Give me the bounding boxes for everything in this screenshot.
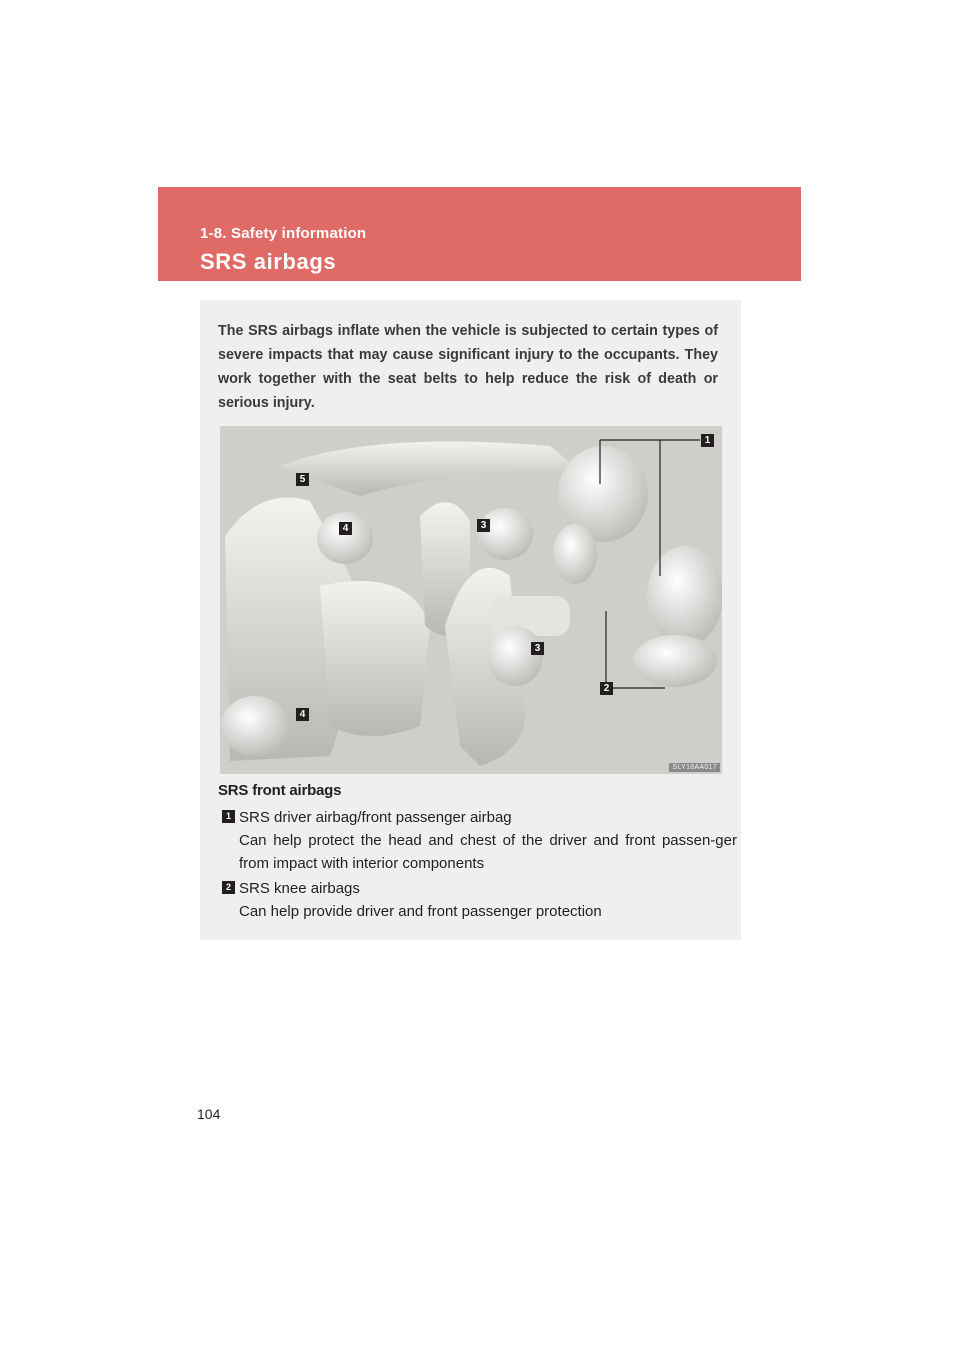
item-description: Can help provide driver and front passenger protection [239,903,602,920]
list-item [222,806,737,876]
driver-airbag [553,524,597,584]
callout-3-lower: 3 [531,642,544,655]
callout-2: 2 [600,682,613,695]
item-marker-2: 2 [222,881,235,894]
item-title: SRS driver airbag/front passenger airbag [239,809,512,826]
side-airbag-near [221,696,289,756]
side-airbag-rear [317,512,373,564]
callout-4-upper: 4 [339,522,352,535]
item-description: Can help protect the head and chest of the driver and front passen-ger from impact with interior components [239,832,737,872]
content-box [200,300,741,940]
knee-airbag [633,635,717,687]
figure-code: SLY18AA017 [669,763,720,772]
intro-paragraph: The SRS airbags inflate when the vehicle is subjected to certain types of severe impacts that may cause significant injury to the occupants. They work together with the seat belts to help reduce the risk of death or serious injury. [218,323,718,411]
side-airbag-seat [487,626,543,686]
item-title: SRS knee airbags [239,880,360,897]
header-band [158,187,801,281]
item-marker-1: 1 [222,810,235,823]
rear-cushion [320,581,430,736]
callout-1: 1 [701,434,714,447]
page-title: SRS airbags [200,249,337,274]
callout-4-lower: 4 [296,708,309,721]
airbag-illustration [220,426,722,774]
driver-airbag-large [647,546,722,646]
list-item [222,877,732,927]
section-label: 1-8. Safety information [200,225,367,242]
callout-3-upper: 3 [477,519,490,532]
page-number: 104 [197,1106,221,1122]
section-heading: SRS front airbags [218,782,342,799]
side-airbag-front [477,508,533,560]
callout-5: 5 [296,473,309,486]
